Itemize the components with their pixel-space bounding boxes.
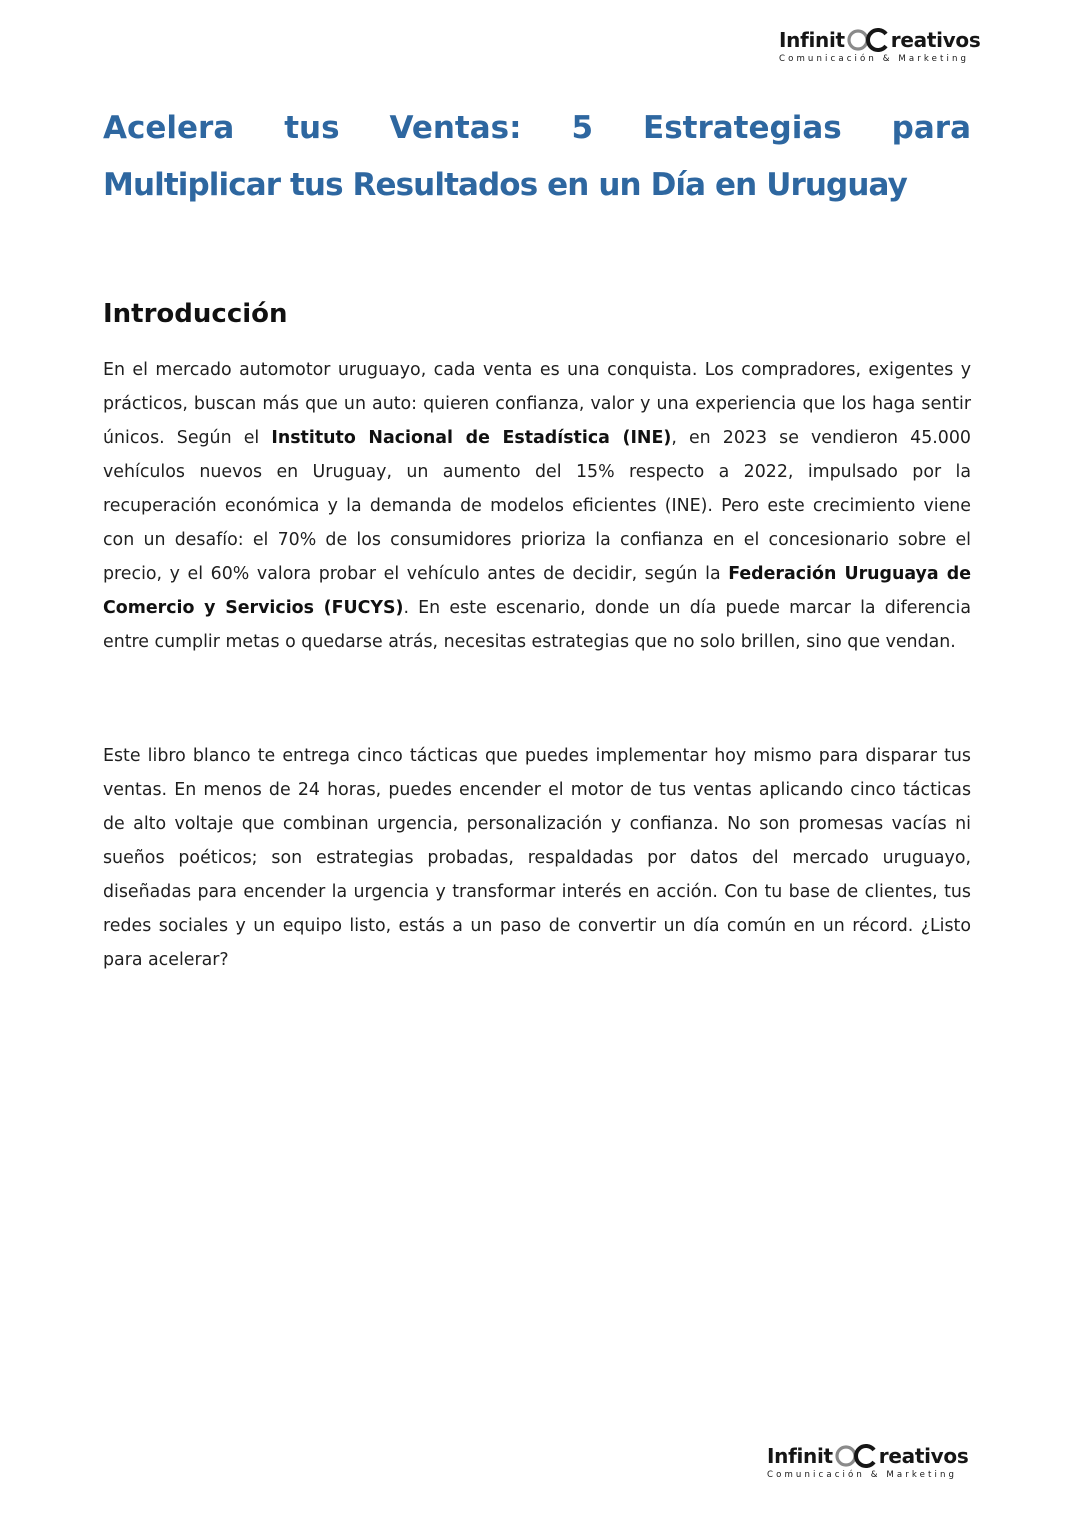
logo-word-after: reativos [878,1444,969,1468]
logo-word-after: reativos [890,28,981,52]
p1-bold-ine: Instituto Nacional de Estadística (INE) [271,428,672,448]
p1-text-c: , en 2023 se vendieron 45.000 vehículos nuevos en Uruguay, un aumento del 15% respecto a 2022, impulsado por la recuperación económica y la demanda de modelos eficientes (INE). Pero este crecimiento viene con un desafío: el 70% de los consumidores prioriza la confianza en el concesionario sobre el precio, y el 60% valora probar el vehículo antes de decidir, según la [103,428,971,584]
header-logo [779,27,980,64]
title-line-2: Multiplicar tus Resultados en un Día en Uruguay [103,167,907,203]
logo-tagline: Comunicación & Marketing [779,54,970,64]
intro-paragraph-2: Este libro blanco te entrega cinco tácticas que puedes implementar hoy mismo para disparar tus ventas. En menos de 24 horas, puedes encender el motor de tus ventas aplicando cinco tácticas de alto voltaje que combinan urgencia, personalización y confianza. No son promesas vacías ni sueños poéticos; son estrategias probadas, respaldadas por datos del mercado uruguayo, diseñadas para encender la urgencia y transformar interés en acción. Con tu base de clientes, tus redes sociales y un equipo listo, estás a un paso de convertir un día común en un récord. ¿Listo para acelerar? [103,746,971,970]
logo-word-before: Infinit [767,1444,833,1468]
section-heading: Introducción [103,299,288,329]
logo-word-before: Infinit [779,28,845,52]
infinity-c-icon [846,27,890,53]
footer-logo [767,1443,968,1480]
intro-paragraph-1 [103,353,971,659]
p1-text-d: . En este escenario, donde un día puede marcar la diferencia entre cumplir metas o quedarse atrás, necesitas estrategias que no solo brillen, sino que vendan. [103,598,971,652]
p1-text-a: En el mercado automotor uruguayo, cada venta es una conquista. Los compradores, exigentes y prácticos, buscan más que un auto: quieren confianza, valor y una experiencia que los haga sentir únicos. Según el [103,360,971,448]
title-line-1: Acelera tus Ventas: 5 Estrategias para [103,110,971,146]
logo-wordmark [779,27,980,53]
infinity-c-icon [834,1443,878,1469]
logo-wordmark [767,1443,968,1469]
logo-tagline: Comunicación & Marketing [767,1470,958,1480]
p1-bold-fucys: Federación Uruguaya de Comercio y Servicios (FUCYS) [103,564,971,618]
document-title [103,100,971,214]
